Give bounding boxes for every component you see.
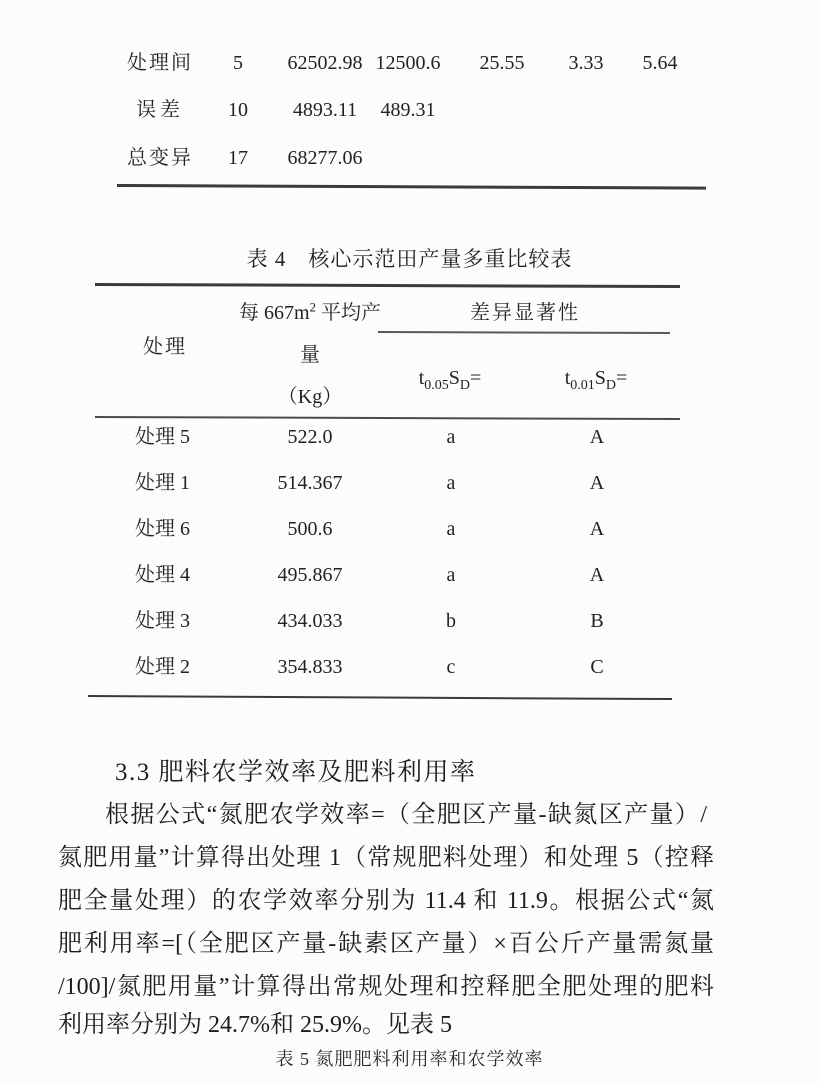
anova-bottom-rule	[117, 184, 706, 190]
paragraph-line: 肥全量处理）的农学效率分别为 11.4 和 11.9。根据公式“氮	[58, 888, 714, 914]
treatment-cell: 处理 4	[135, 564, 190, 586]
sig005-cell: a	[446, 426, 456, 448]
t-alpha-subscript: 0.01	[570, 378, 595, 393]
s-symbol: S	[448, 367, 460, 389]
table-row	[0, 470, 819, 496]
anova-cell-f001: 5.64	[642, 52, 678, 74]
sig001-cell: B	[590, 610, 604, 632]
anova-cell-source: 总变异	[127, 147, 193, 169]
table-row	[0, 145, 819, 171]
table4-top-rule	[95, 283, 680, 288]
anova-cell-source: 处理间	[127, 52, 193, 74]
yield-cell: 500.6	[287, 518, 333, 540]
section-heading: 3.3 肥料农学效率及肥料利用率	[115, 759, 477, 786]
sig005-cell: a	[446, 472, 456, 494]
sig005-cell: a	[446, 518, 456, 540]
s-symbol: S	[594, 367, 606, 389]
table4-header-t001	[546, 367, 646, 394]
yield-cell: 495.867	[277, 564, 343, 586]
table4-header-yield-unit: （Kg）	[277, 386, 343, 408]
table4-header-t005	[400, 367, 500, 394]
anova-cell-df: 10	[228, 99, 248, 121]
t-symbol: t	[418, 367, 425, 389]
table4-header-sig: 差异显著性	[470, 302, 580, 324]
anova-cell-ms: 12500.6	[375, 52, 441, 74]
sig001-cell: A	[589, 518, 605, 540]
table-row	[0, 50, 819, 76]
treatment-cell: 处理 5	[135, 426, 190, 448]
paragraph-line: 肥利用率=[（全肥区产量-缺素区产量）×百公斤产量需氮量	[58, 931, 714, 957]
treatment-cell: 处理 6	[135, 518, 190, 540]
paragraph-line: 利用率分别为 24.7%和 25.9%。见表 5	[58, 1012, 452, 1038]
table4-header-yield-line2: 量	[300, 344, 320, 366]
table-row	[0, 424, 819, 450]
sig005-cell: b	[446, 610, 456, 632]
yield-cell: 354.833	[277, 656, 343, 678]
t-alpha-subscript: 0.05	[424, 378, 449, 393]
treatment-cell: 处理 2	[135, 656, 190, 678]
anova-cell-ss: 62502.98	[287, 52, 363, 74]
table4-sig-rule	[378, 331, 670, 334]
treatment-cell: 处理 1	[135, 472, 190, 494]
table4-header-treatment: 处理	[143, 336, 187, 358]
yield-cell: 522.0	[287, 426, 333, 448]
table4-header-rule	[95, 416, 680, 420]
paragraph-line: 氮肥用量”计算得出处理 1（常规肥料处理）和处理 5（控释	[58, 845, 714, 871]
anova-cell-df: 17	[228, 147, 248, 169]
s-d-subscript: D	[459, 378, 471, 393]
table4-header-yield	[225, 296, 395, 325]
sig001-cell: A	[589, 564, 605, 586]
sig005-cell: c	[446, 656, 456, 678]
yield-header-text: 平均产	[316, 302, 382, 324]
treatment-cell: 处理 3	[135, 610, 190, 632]
sig001-cell: C	[590, 656, 604, 678]
sig005-cell: a	[446, 564, 456, 586]
yield-header-superscript: 2	[309, 299, 317, 315]
table-row	[0, 97, 819, 123]
anova-cell-f005: 3.33	[568, 52, 604, 74]
table-row	[0, 608, 819, 634]
table5-caption: 表 5 氮肥肥料利用率和农学效率	[275, 1049, 544, 1069]
anova-cell-ss: 4893.11	[292, 99, 358, 121]
anova-cell-ss: 68277.06	[287, 147, 363, 169]
anova-cell-f: 25.55	[479, 52, 525, 74]
table4-title: 表 4 核心示范田产量多重比较表	[246, 247, 573, 271]
yield-cell: 514.367	[277, 472, 343, 494]
equals-sign: =	[616, 367, 628, 389]
paragraph-line: 根据公式“氮肥农学效率=（全肥区产量-缺氮区产量）/	[105, 802, 707, 828]
table-row	[0, 562, 819, 588]
equals-sign: =	[470, 367, 482, 389]
s-d-subscript: D	[605, 378, 617, 393]
table-row	[0, 654, 819, 680]
table-row	[0, 516, 819, 542]
paragraph-line: /100]/氮肥用量”计算得出常规处理和控释肥全肥处理的肥料	[58, 974, 714, 1000]
yield-cell: 434.033	[277, 610, 343, 632]
anova-cell-source: 误差	[136, 99, 184, 121]
t-symbol: t	[564, 367, 571, 389]
anova-cell-ms: 489.31	[380, 99, 436, 121]
sig001-cell: A	[589, 426, 605, 448]
sig001-cell: A	[589, 472, 605, 494]
yield-header-text: 每 667m	[238, 302, 310, 324]
table4-bottom-rule	[88, 695, 672, 700]
anova-cell-df: 5	[233, 52, 243, 74]
